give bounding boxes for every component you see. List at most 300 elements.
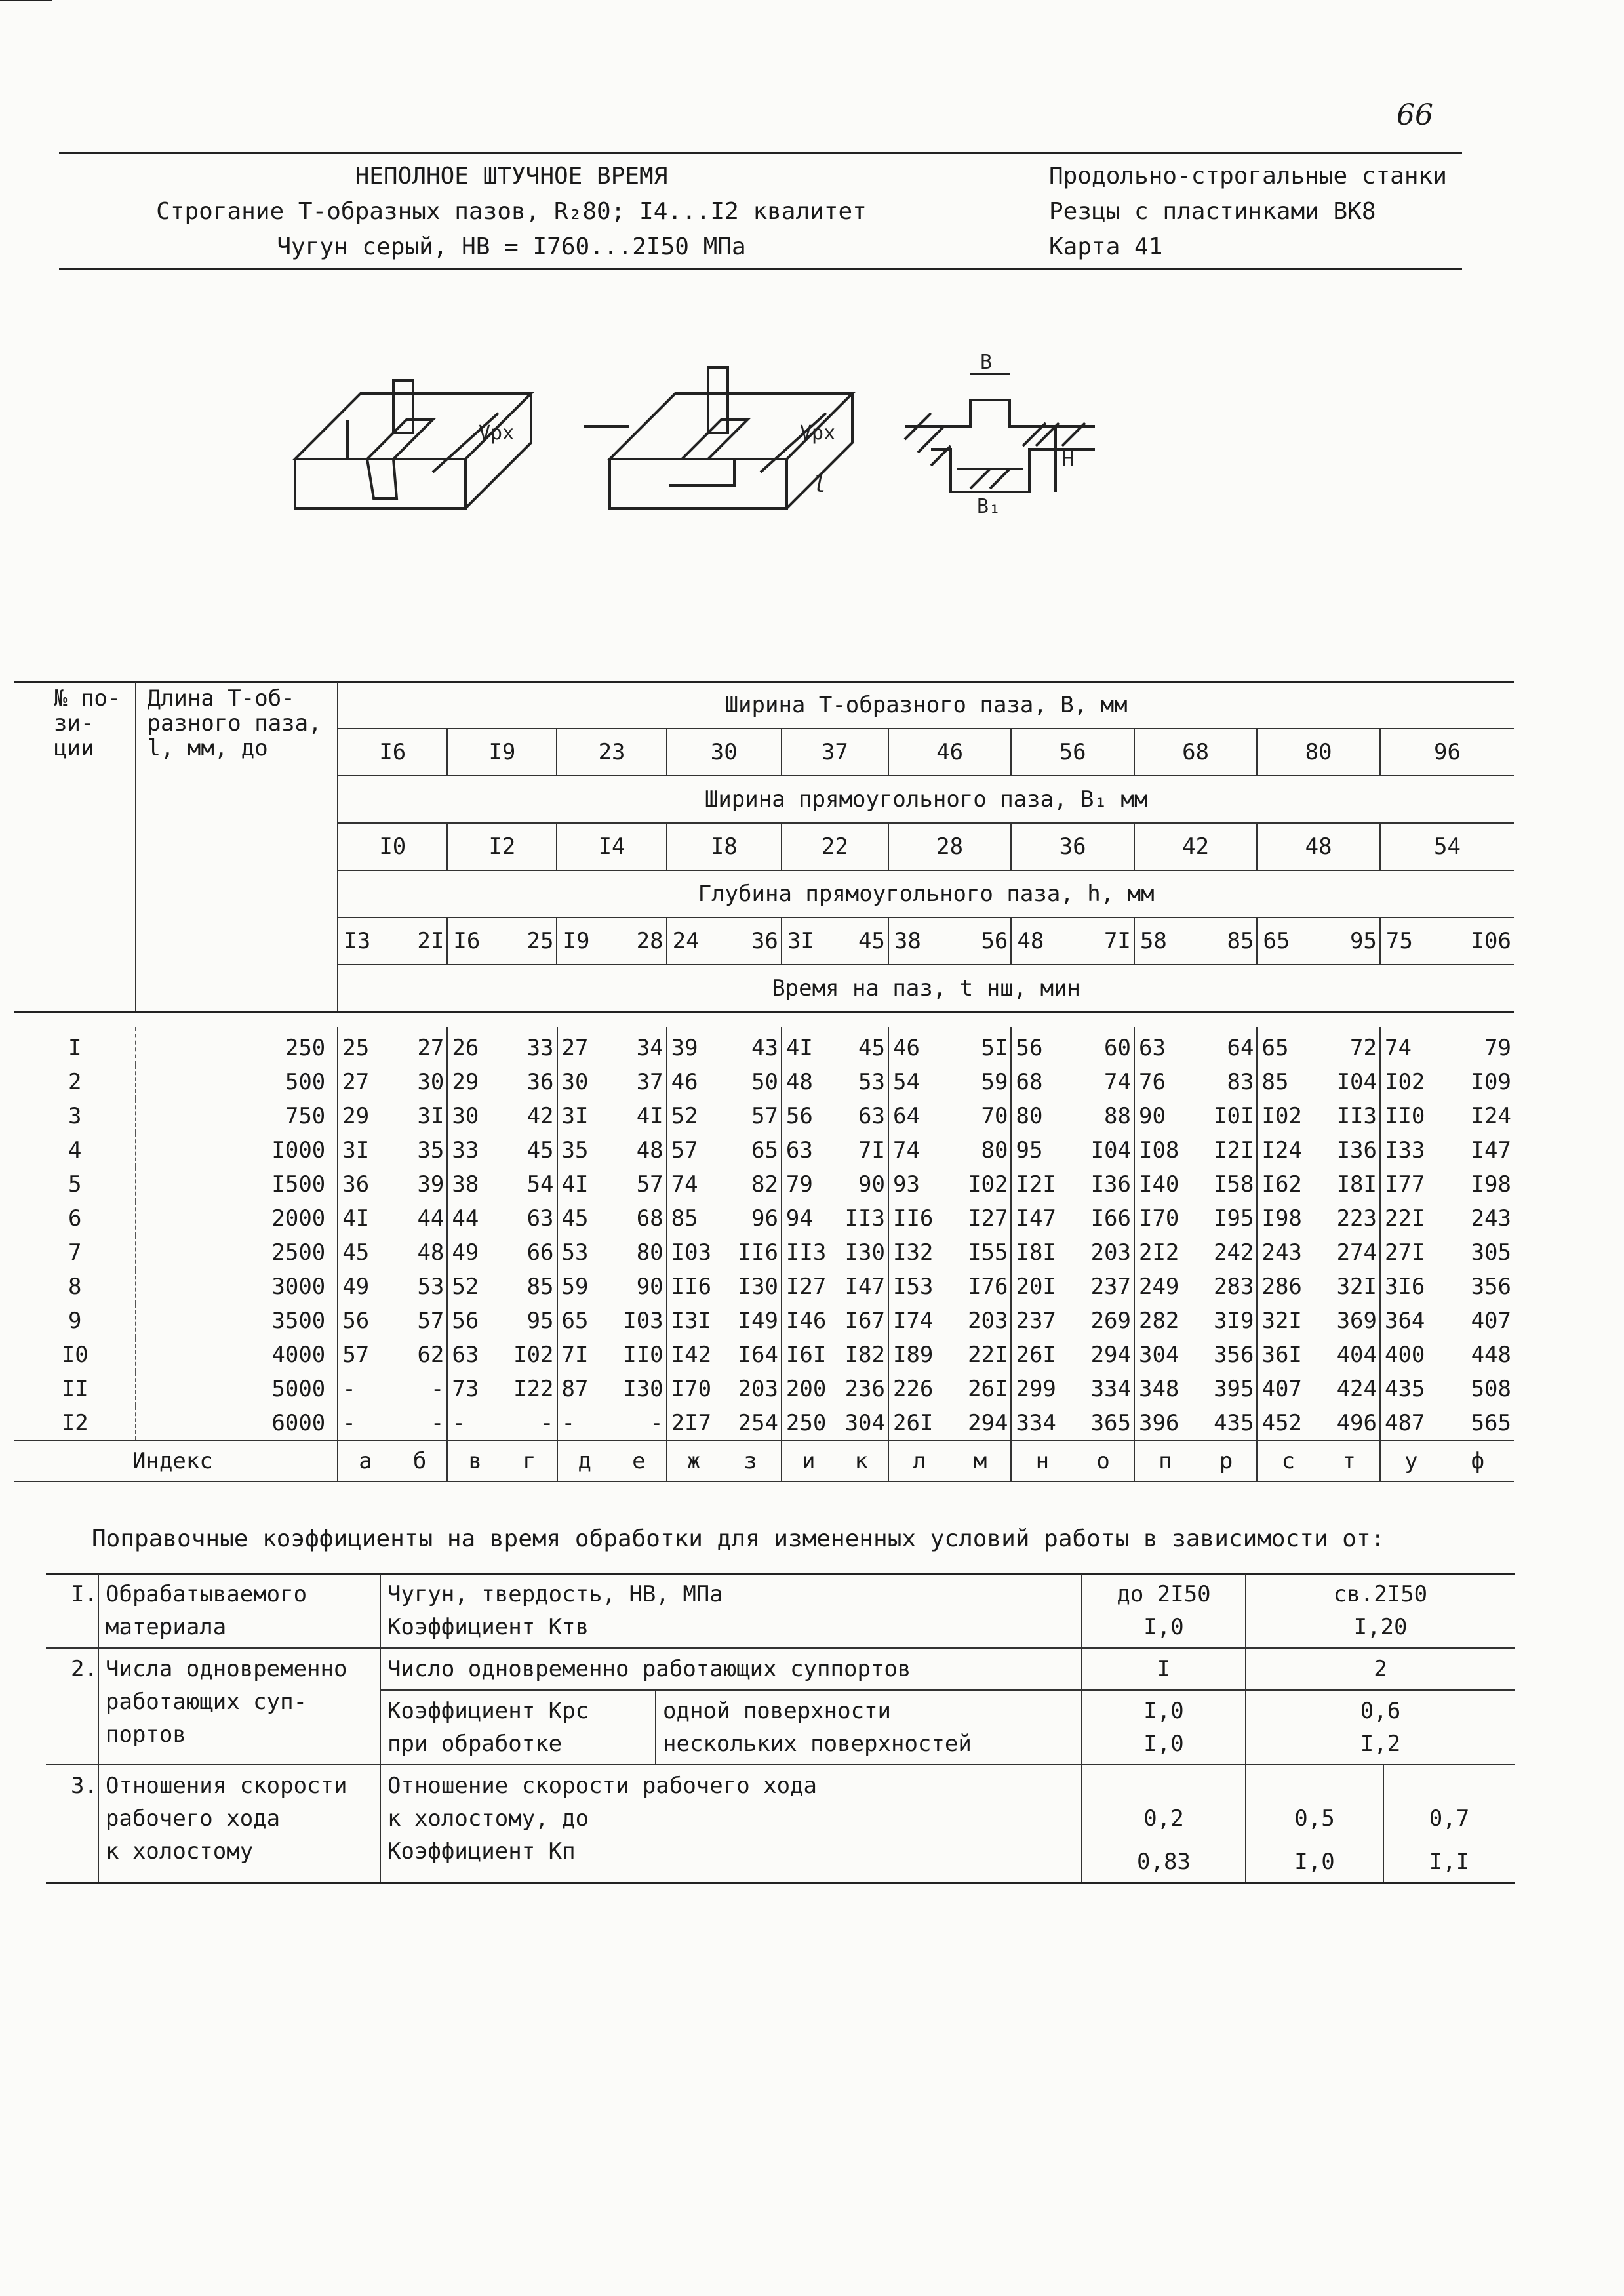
time-value: 85: [667, 1201, 721, 1236]
index-letter: н: [1011, 1441, 1073, 1481]
header-tool: Резцы с пластинками ВК8: [1049, 198, 1376, 225]
row-length: I500: [136, 1167, 338, 1201]
time-value: I02: [1257, 1099, 1318, 1133]
time-value: 88: [1104, 1103, 1131, 1129]
time-value: 4I: [636, 1103, 663, 1129]
width-value: I6: [338, 729, 447, 776]
time-value: 304: [1134, 1338, 1196, 1372]
time-value: 32I: [1257, 1304, 1318, 1338]
time-value: 404: [1336, 1342, 1377, 1368]
time-value: 3I: [417, 1103, 445, 1129]
factor-2-v1-top: I: [1082, 1648, 1246, 1690]
factor-2-v1-line: I,0: [1143, 1698, 1184, 1724]
time-value: 90: [636, 1274, 663, 1300]
table-row: [14, 1270, 1514, 1304]
time-value: 304: [844, 1410, 885, 1436]
factor-3-cond-line: Отношение скорости рабочего хода: [387, 1773, 818, 1799]
factor-1-v2-line: I,20: [1353, 1614, 1408, 1640]
width-value: 30: [667, 729, 782, 776]
time-value: 46: [888, 1027, 950, 1065]
depth-value: 28: [612, 917, 667, 965]
time-value: I24: [1257, 1133, 1318, 1167]
width-value: 96: [1380, 729, 1514, 776]
time-value: II6: [738, 1239, 778, 1266]
time-value: 269: [1090, 1308, 1131, 1334]
time-value: -: [430, 1410, 445, 1436]
index-label: Индекс: [14, 1441, 338, 1481]
col-length-label: Длина Т-об- разного паза, l, мм, до: [147, 685, 322, 761]
time-value: 65: [557, 1304, 612, 1338]
time-value: 57: [417, 1308, 445, 1334]
depth-value: 7I: [1073, 917, 1134, 965]
index-letter: д: [557, 1441, 612, 1481]
factor-1-v1-line: I,0: [1143, 1614, 1184, 1640]
time-value: I02: [1380, 1065, 1442, 1099]
rect-width-value: 54: [1380, 823, 1514, 870]
time-value: 87: [557, 1372, 612, 1406]
depth-value: I6: [447, 917, 502, 965]
factor-1-v1-line: до 2I50: [1117, 1581, 1211, 1607]
time-value: 22I: [968, 1342, 1008, 1368]
table-row: [14, 1027, 1514, 1065]
depth-value: 75: [1380, 917, 1442, 965]
time-value: 44: [417, 1205, 445, 1232]
time-value: 50: [751, 1069, 778, 1095]
time-value: 26I: [888, 1406, 950, 1441]
time-value: 334: [1011, 1406, 1073, 1441]
time-value: I24: [1471, 1103, 1511, 1129]
time-value: I3I: [667, 1304, 721, 1338]
time-value: 56: [782, 1099, 835, 1133]
table-row: [14, 1406, 1514, 1441]
scan-mark: [0, 0, 52, 1]
time-value: I42: [667, 1338, 721, 1372]
factor-3-name-line: к холостому: [106, 1838, 254, 1864]
index-letter: к: [835, 1441, 888, 1481]
header-top-rule: [59, 152, 1462, 154]
time-value: 36: [526, 1069, 554, 1095]
factor-1-cond-line: Коэффициент Ктв: [387, 1614, 589, 1640]
table-row: [14, 1065, 1514, 1099]
factor-2-v1: [1082, 1690, 1246, 1765]
factor-2-v2-line: I,2: [1360, 1731, 1401, 1757]
time-value: 80: [636, 1239, 663, 1266]
time-value: 203: [738, 1376, 778, 1402]
time-value: I6I: [782, 1338, 835, 1372]
time-value: 73: [447, 1372, 502, 1406]
time-value: 48: [782, 1065, 835, 1099]
factor-2-cond-top: Число одновременно работающих суппортов: [380, 1648, 1082, 1690]
time-value: 4I: [557, 1167, 612, 1201]
header-operation: Строгание Т-образных пазов, R₂80; I4...I2 квалитет: [156, 198, 867, 225]
time-value: I70: [1134, 1201, 1196, 1236]
time-value: 395: [1214, 1376, 1254, 1402]
time-value: 4I: [338, 1201, 393, 1236]
time-value: 85: [526, 1274, 554, 1300]
time-value: 22I: [1380, 1201, 1442, 1236]
time-value: 223: [1336, 1205, 1377, 1232]
time-value: 48: [417, 1239, 445, 1266]
time-value: 74: [667, 1167, 721, 1201]
time-value: 294: [1090, 1342, 1131, 1368]
depth-value: 85: [1196, 917, 1258, 965]
index-letter: е: [612, 1441, 667, 1481]
time-value: 29: [447, 1065, 502, 1099]
time-value: 435: [1214, 1410, 1254, 1436]
index-letter: с: [1257, 1441, 1318, 1481]
time-value: 90: [1134, 1099, 1196, 1133]
time-value: 54: [526, 1171, 554, 1198]
factor-1-v2-line: св.2I50: [1333, 1581, 1428, 1607]
time-value: 200: [782, 1372, 835, 1406]
factor-1-v2: [1246, 1574, 1515, 1647]
index-letter: п: [1134, 1441, 1196, 1481]
time-value: 48: [636, 1137, 663, 1163]
time-value: 63: [1134, 1027, 1196, 1065]
time-value: I49: [738, 1308, 778, 1334]
time-value: 42: [526, 1103, 554, 1129]
time-value: I36: [1336, 1137, 1377, 1163]
time-value: 63: [858, 1103, 885, 1129]
time-value: 496: [1336, 1410, 1377, 1436]
width-value: I9: [447, 729, 557, 776]
time-value: -: [540, 1410, 554, 1436]
time-value: 45: [858, 1035, 885, 1061]
col-position-no: [14, 682, 136, 1013]
table-row: [14, 1099, 1514, 1133]
time-value: 52: [667, 1099, 721, 1133]
time-value: 2I7: [667, 1406, 721, 1441]
time-value: 39: [667, 1027, 721, 1065]
time-value: I8I: [1336, 1171, 1377, 1198]
time-value: 334: [1090, 1376, 1131, 1402]
corrections-title: Поправочные коэффициенты на время обработки для измененных условий работы в зависимости от:: [92, 1525, 1385, 1552]
factor-3-name: [98, 1765, 380, 1883]
rect-width-title: Ширина прямоугольного паза, В₁ мм: [338, 776, 1514, 823]
time-value: 93: [888, 1167, 950, 1201]
table-row: [14, 1167, 1514, 1201]
time-value: 254: [738, 1410, 778, 1436]
time-value: -: [650, 1410, 663, 1436]
time-value: -: [338, 1406, 393, 1441]
time-value: 79: [782, 1167, 835, 1201]
rect-width-value: 36: [1011, 823, 1134, 870]
time-value: 80: [1011, 1099, 1073, 1133]
header-card: Карта 41: [1049, 233, 1163, 260]
row-position-no: 7: [68, 1239, 82, 1266]
time-value: 64: [1227, 1035, 1254, 1061]
time-value: I89: [888, 1338, 950, 1372]
time-value: 243: [1257, 1236, 1318, 1270]
corrections-table: [46, 1574, 1515, 1884]
time-value: 26I: [1011, 1338, 1073, 1372]
depth-value: 38: [888, 917, 950, 965]
slot-width-label: B: [980, 351, 993, 374]
time-value: I53: [888, 1270, 950, 1304]
time-value: 2I2: [1134, 1236, 1196, 1270]
time-value: I95: [1214, 1205, 1254, 1232]
time-value: 90: [858, 1171, 885, 1198]
time-value: 45: [526, 1137, 554, 1163]
time-value: 66: [526, 1239, 554, 1266]
time-value: 53: [417, 1274, 445, 1300]
time-value: 364: [1380, 1304, 1442, 1338]
time-value: 56: [338, 1304, 393, 1338]
time-value: I47: [844, 1274, 885, 1300]
depth-value: 95: [1318, 917, 1380, 965]
depth-value: 36: [720, 917, 782, 965]
time-value: 74: [1380, 1027, 1442, 1065]
time-value: 36I: [1257, 1338, 1318, 1372]
time-value: -: [338, 1372, 393, 1406]
time-value: 65: [751, 1137, 778, 1163]
time-value: 53: [557, 1236, 612, 1270]
time-value: 96: [751, 1205, 778, 1232]
factor-3-col-2: [1246, 1765, 1383, 1883]
time-value: I8I: [1011, 1236, 1073, 1270]
time-value: 356: [1471, 1274, 1511, 1300]
time-value: 85: [1257, 1065, 1318, 1099]
factor-3-ratio: 0,7: [1429, 1805, 1470, 1832]
time-value: 33: [526, 1035, 554, 1061]
row-position-no: 6: [68, 1205, 82, 1232]
depth-value: 24: [667, 917, 721, 965]
time-value: 56: [447, 1304, 502, 1338]
factor-3-cond: [380, 1765, 1082, 1883]
depth-value: 3I: [782, 917, 835, 965]
time-value: I30: [844, 1239, 885, 1266]
time-value: 54: [888, 1065, 950, 1099]
time-value: 400: [1380, 1338, 1442, 1372]
time-value: I66: [1090, 1205, 1131, 1232]
rect-width-value: 28: [888, 823, 1012, 870]
time-value: I2I: [1214, 1137, 1254, 1163]
time-value: 407: [1471, 1308, 1511, 1334]
factor-2-v2: [1246, 1690, 1515, 1765]
rect-width-value: I8: [667, 823, 782, 870]
factor-2-name-line: работающих суп-: [106, 1689, 307, 1715]
table-row: [14, 1236, 1514, 1270]
rect-width-value: I4: [557, 823, 666, 870]
time-value: 26I: [968, 1376, 1008, 1402]
factor-3-coef: I,0: [1294, 1849, 1335, 1875]
time-value: 299: [1011, 1372, 1073, 1406]
width-value: 46: [888, 729, 1012, 776]
time-value: I64: [738, 1342, 778, 1368]
time-value: 57: [667, 1133, 721, 1167]
index-letter: з: [720, 1441, 782, 1481]
time-value: 30: [447, 1099, 502, 1133]
time-value: I76: [968, 1274, 1008, 1300]
header-title: НЕПОЛНОЕ ШТУЧНОЕ ВРЕМЯ: [355, 163, 668, 190]
depth-label: H: [1062, 448, 1075, 471]
row-position-no: I2: [61, 1410, 89, 1436]
index-letter: г: [502, 1441, 557, 1481]
time-value: 30: [557, 1065, 612, 1099]
time-value: 348: [1134, 1372, 1196, 1406]
time-value: 7I: [858, 1137, 885, 1163]
time-value: I32: [888, 1236, 950, 1270]
time-value: 70: [981, 1103, 1008, 1129]
depth-value: 2I: [393, 917, 448, 965]
time-value: 56: [1011, 1027, 1073, 1065]
time-value: 60: [1104, 1035, 1131, 1061]
table-row: [14, 1304, 1514, 1338]
depth-title: Глубина прямоугольного паза, h, мм: [338, 870, 1514, 917]
row-length: 3500: [136, 1304, 338, 1338]
vrx-label-1: Vрх: [479, 422, 515, 445]
row-position-no: I: [68, 1035, 82, 1061]
factor-3-cond-line: к холостому, до: [387, 1805, 589, 1832]
time-value: 565: [1471, 1410, 1511, 1436]
time-value: I09: [1471, 1069, 1511, 1095]
time-value: I47: [1471, 1137, 1511, 1163]
time-value: 236: [844, 1376, 885, 1402]
time-title: Время на паз, t нш, мин: [338, 965, 1514, 1013]
index-letter: в: [447, 1441, 502, 1481]
factor-2-name-line: Числа одновременно: [106, 1656, 347, 1682]
time-value: 72: [1350, 1035, 1377, 1061]
time-value: I08: [1134, 1133, 1196, 1167]
row-length: 4000: [136, 1338, 338, 1372]
rect-width-value: 42: [1134, 823, 1258, 870]
time-value: 448: [1471, 1342, 1511, 1368]
header-bottom-rule: [59, 268, 1462, 270]
time-value: I22: [513, 1376, 554, 1402]
time-value: 7I: [557, 1338, 612, 1372]
time-value: 305: [1471, 1239, 1511, 1266]
index-letter: ж: [667, 1441, 721, 1481]
time-value: 5I: [981, 1035, 1008, 1061]
time-value: 94: [782, 1201, 835, 1236]
depth-value: I9: [557, 917, 612, 965]
index-letter: р: [1196, 1441, 1258, 1481]
time-value: I98: [1471, 1171, 1511, 1198]
factor-1-name: [98, 1574, 380, 1648]
time-value: 83: [1227, 1069, 1254, 1095]
index-letter: т: [1318, 1441, 1380, 1481]
factor-1-cond-line: Чугун, твердость, НВ, МПа: [387, 1581, 723, 1607]
time-value: 95: [1011, 1133, 1073, 1167]
time-value: -: [430, 1376, 445, 1402]
col-length: [136, 682, 338, 1013]
factor-2-name: [98, 1648, 380, 1765]
time-value: II3: [782, 1236, 835, 1270]
time-value: 63: [447, 1338, 502, 1372]
page-number: 66: [1396, 98, 1433, 132]
time-value: I55: [968, 1239, 1008, 1266]
index-letter: л: [888, 1441, 950, 1481]
time-value: I62: [1257, 1167, 1318, 1201]
factor-1-cond: [380, 1574, 1082, 1647]
time-value: 53: [858, 1069, 885, 1095]
row-position-no: I0: [61, 1342, 89, 1368]
width-value: 23: [557, 729, 666, 776]
time-value: II6: [667, 1270, 721, 1304]
time-value: 49: [338, 1270, 393, 1304]
col-position-no-label: № по- зи- ции: [54, 685, 121, 761]
time-value: II3: [1336, 1103, 1377, 1129]
width-value: 80: [1257, 729, 1380, 776]
time-value: 26: [447, 1027, 502, 1065]
factor-3-name-line: рабочего хода: [106, 1805, 281, 1832]
time-value: II3: [844, 1205, 885, 1232]
rect-width-label: B₁: [977, 495, 1001, 518]
time-value: I03: [667, 1236, 721, 1270]
factor-3-coef: 0,83: [1137, 1849, 1191, 1875]
time-value: 32I: [1336, 1274, 1377, 1300]
time-value: I36: [1090, 1171, 1131, 1198]
depth-value: I3: [338, 917, 393, 965]
rect-width-value: I0: [338, 823, 447, 870]
depth-value: 65: [1257, 917, 1318, 965]
time-value: 59: [557, 1270, 612, 1304]
table-row: [14, 1133, 1514, 1167]
factor-2-coef-line: при обработке: [387, 1731, 563, 1757]
width-title: Ширина Т-образного паза, В, мм: [338, 682, 1514, 729]
factor-3-ratio: 0,2: [1143, 1805, 1184, 1832]
header-material: Чугун серый, НВ = I760...2I50 МПа: [277, 233, 746, 260]
time-value: I46: [782, 1304, 835, 1338]
factor-2-v1-line: I,0: [1143, 1731, 1184, 1757]
time-value: 407: [1257, 1372, 1318, 1406]
index-letter: м: [950, 1441, 1012, 1481]
row-length: 250: [136, 1027, 338, 1065]
time-value: I2I: [1011, 1167, 1073, 1201]
depth-value: 56: [950, 917, 1012, 965]
time-value: 365: [1090, 1410, 1131, 1436]
index-letter: у: [1380, 1441, 1442, 1481]
time-value: 80: [981, 1137, 1008, 1163]
factor-2-v2-line: 0,6: [1360, 1698, 1401, 1724]
row-length: 500: [136, 1065, 338, 1099]
time-value: 286: [1257, 1270, 1318, 1304]
time-value: 63: [782, 1133, 835, 1167]
time-value: 30: [417, 1069, 445, 1095]
width-value: 56: [1011, 729, 1134, 776]
time-value: 282: [1134, 1304, 1196, 1338]
time-value: 82: [751, 1171, 778, 1198]
time-value: I27: [782, 1270, 835, 1304]
table-row: [14, 1372, 1514, 1406]
time-value: 33: [447, 1133, 502, 1167]
time-value: 65: [1257, 1027, 1318, 1065]
time-value: 203: [1090, 1239, 1131, 1266]
time-value: 249: [1134, 1270, 1196, 1304]
time-value: 283: [1214, 1274, 1254, 1300]
time-value: 74: [888, 1133, 950, 1167]
time-value: 250: [782, 1406, 835, 1441]
time-value: I98: [1257, 1201, 1318, 1236]
factor-3-name-line: Отношения скорости: [106, 1773, 347, 1799]
depth-value: 25: [502, 917, 557, 965]
time-value: I82: [844, 1342, 885, 1368]
row-position-no: 8: [68, 1274, 82, 1300]
time-value: I67: [844, 1308, 885, 1334]
time-value: 62: [417, 1342, 445, 1368]
time-value: 237: [1090, 1274, 1131, 1300]
factor-1-v1: [1082, 1574, 1246, 1647]
factor-2-coef-line: Коэффициент Крс: [387, 1698, 589, 1724]
factor-2-num: 2.: [46, 1648, 98, 1765]
rect-width-value: I2: [447, 823, 557, 870]
time-value: 508: [1471, 1376, 1511, 1402]
time-value: I77: [1380, 1167, 1442, 1201]
time-value: 3I6: [1380, 1270, 1442, 1304]
time-value: 43: [751, 1035, 778, 1061]
time-value: 57: [636, 1171, 663, 1198]
time-value: -: [447, 1406, 502, 1441]
